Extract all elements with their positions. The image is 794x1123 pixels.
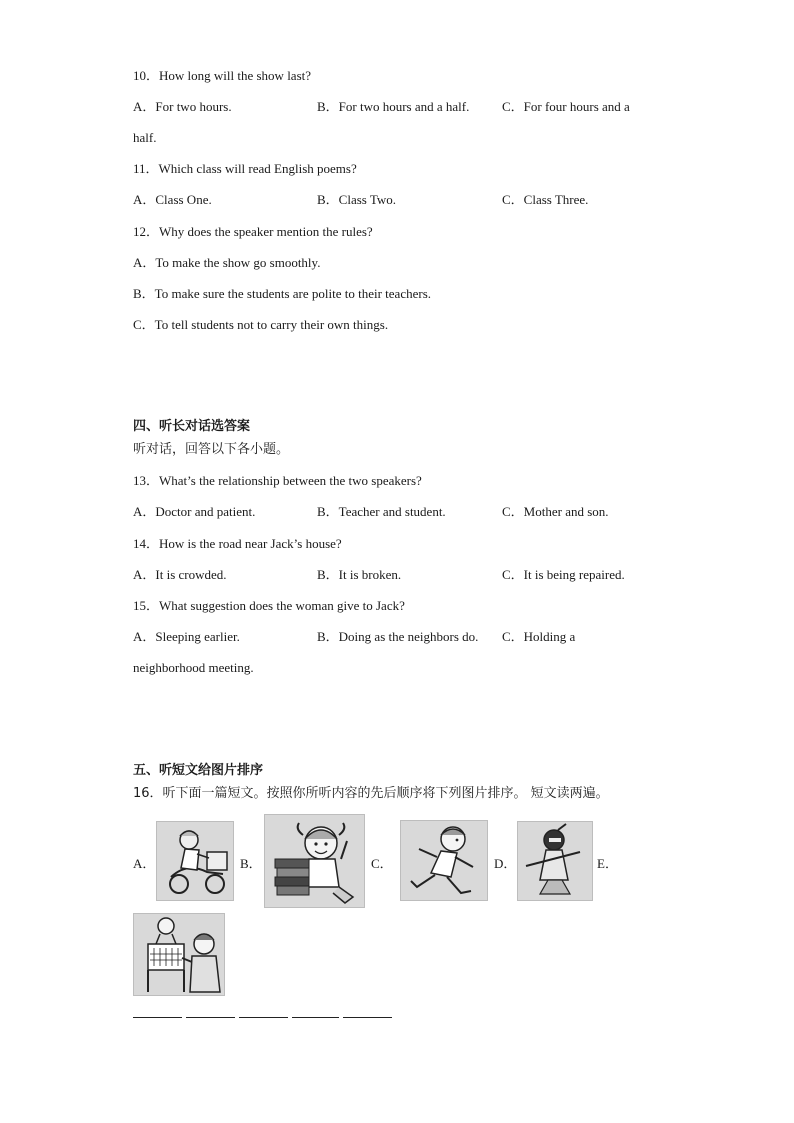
question-12-option-c[interactable]: C．To tell students not to carry their own things. [133,317,389,332]
section-4-instruction: 听对话，回答以下各小题。 [133,442,290,457]
answer-blank-3[interactable] [239,1017,288,1018]
question-15-option-a[interactable]: A．Sleeping earlier. [133,629,240,644]
question-12-stem: 12．Why does the speaker mention the rules? [133,224,373,239]
picture-a-label: A． [133,856,156,871]
question-11-option-a[interactable]: A．Class One. [133,192,212,207]
picture-e-label: E． [597,856,618,871]
man-playing-chess-icon [134,914,224,995]
section-5-heading: 五、听短文给图片排序 [133,763,264,778]
question-11-option-b[interactable]: B．Class Two. [317,192,397,207]
question-13-option-c[interactable]: C．Mother and son. [502,504,609,519]
question-10-stem: 10．How long will the show last? [133,68,312,83]
running-boy-picture [400,820,488,901]
question-13-option-b[interactable]: B．Teacher and student. [317,504,446,519]
picture-d-label: D． [494,856,517,871]
question-14-option-b[interactable]: B．It is broken. [317,567,402,582]
picture-b-label: B． [240,856,262,871]
delivery-scooter-picture [156,821,234,901]
question-14-option-c[interactable]: C．It is being repaired. [502,567,625,582]
sweeping-girl-icon [518,822,592,900]
answer-blank-4[interactable] [292,1017,339,1018]
question-15-option-c-continued: neighborhood meeting. [133,660,254,675]
running-boy-icon [401,821,487,900]
picture-c-label: C． [371,856,393,871]
question-14-option-a[interactable]: A．It is crowded. [133,567,227,582]
answer-blank-1[interactable] [133,1017,182,1018]
section-4-heading: 四、听长对话选答案 [133,419,251,434]
man-playing-chess-picture [133,913,225,996]
question-11-stem: 11．Which class will read English poems? [133,161,357,176]
question-13-stem: 13．What’s the relationship between the two speakers? [133,473,422,488]
question-10-option-a[interactable]: A．For two hours. [133,99,232,114]
question-16-stem: 16．听下面一篇短文。按照你所听内容的先后顺序将下列图片排序。 短文读两遍。 [133,786,609,801]
question-14-stem: 14．How is the road near Jack’s house? [133,536,342,551]
question-15-option-b[interactable]: B．Doing as the neighbors do. [317,629,479,644]
question-10-option-b[interactable]: B．For two hours and a half. [317,99,470,114]
delivery-scooter-icon [157,822,233,900]
answer-blank-5[interactable] [343,1017,392,1018]
question-15-option-c[interactable]: C．Holding a [502,629,576,644]
girl-with-books-picture [264,814,365,908]
question-10-option-c[interactable]: C．For four hours and a [502,99,630,114]
question-12-option-b[interactable]: B．To make sure the students are polite to their teachers. [133,286,431,301]
answer-blank-2[interactable] [186,1017,235,1018]
question-13-option-a[interactable]: A．Doctor and patient. [133,504,256,519]
sweeping-girl-picture [517,821,593,901]
question-11-option-c[interactable]: C．Class Three. [502,192,589,207]
question-15-stem: 15．What suggestion does the woman give to Jack? [133,598,405,613]
girl-with-books-icon [265,815,364,907]
question-12-option-a[interactable]: A．To make the show go smoothly. [133,255,321,270]
question-10-option-c-continued: half. [133,130,157,145]
